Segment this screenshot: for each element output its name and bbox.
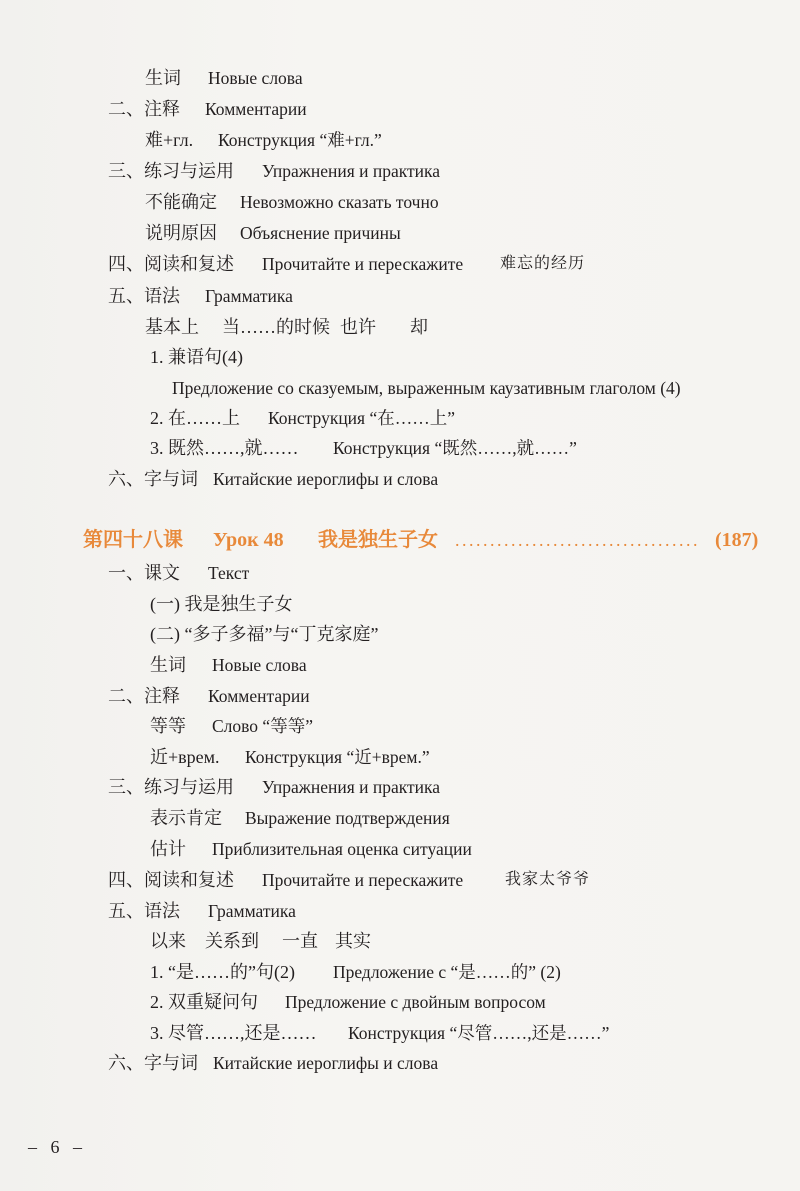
toc-line-practice-2 [0,218,800,248]
toc-line-comment-2 [0,742,800,772]
toc-ru: Невозможно сказать точно [240,192,439,212]
toc-cn: 2. 双重疑问句 [150,992,258,1012]
lesson-page-ref: (187) [715,529,759,551]
page-number: – 6 – [28,1137,82,1157]
toc-line-grammar-3 [0,433,800,463]
toc-line-comment-1 [0,711,800,741]
toc-ru: Предложение с двойным вопросом [285,992,546,1012]
toc-cn: 估计 [150,839,186,859]
toc-section-cn: 六、字与词 [108,1053,198,1073]
toc-cn: 3. 尽管……,还是…… [150,1023,317,1043]
toc-line-practice [0,156,800,186]
toc-line-grammar-2 [0,403,800,433]
toc-section-ru: Комментарии [205,99,307,119]
toc-cn: 说明原因 [145,223,217,243]
toc-ru: Новые слова [212,655,307,675]
grammar-word: 却 [410,317,428,337]
toc-ru: Предложение со сказуемым, выраженным каузативным глаголом (4) [172,378,681,398]
toc-ru: Конструкция “既然……,就……” [333,438,577,458]
toc-line-grammar-3 [0,1018,800,1048]
grammar-word: 一直 [282,931,318,951]
toc-section-ru: Прочитайте и перескажите [262,254,464,274]
toc-line-reading [0,249,800,279]
toc-line-comments [0,94,800,124]
toc-line-reading [0,865,800,895]
grammar-word: 以来 [150,931,186,951]
grammar-word: 基本上 [145,317,199,337]
toc-line-chars [0,464,800,494]
toc-cn: 近+врем. [150,747,220,767]
toc-line-grammar-1 [0,957,800,987]
toc-section-ru: Китайские иероглифы и слова [213,1053,439,1073]
toc-ru: Предложение с “是……的” (2) [333,962,561,982]
toc-cn: 生词 [150,655,186,675]
toc-section-cn: 二、注释 [108,686,180,706]
toc-line-practice-2 [0,834,800,864]
toc-line-grammar-words [0,926,800,956]
toc-cn: 等等 [150,716,186,736]
toc-line-vocab [0,650,800,680]
toc-ru: Объяснение причины [240,223,401,243]
toc-line-text [0,558,800,588]
toc-line-grammar [0,896,800,926]
toc-section-cn: 一、课文 [108,563,180,583]
toc-cn: 生词 [145,68,181,88]
toc-section-ru: Упражнения и практика [262,777,441,797]
toc-line-grammar [0,281,800,311]
toc-line-text-1 [0,589,800,619]
lesson-title: 我是独生子女 [318,529,438,551]
toc-cn: 3. 既然……,就…… [150,438,299,458]
toc-line-grammar-words [0,312,800,342]
toc-section-cn: 五、语法 [108,901,180,921]
toc-section-cn: 二、注释 [108,99,180,119]
toc-section-ru: Китайские иероглифы и слова [213,469,439,489]
toc-ru: Конструкция “尽管……,还是……” [348,1023,610,1043]
toc-line-practice [0,772,800,802]
toc-ru: Выражение подтверждения [245,808,450,828]
grammar-word: 关系到 [205,931,259,951]
toc-ru: Конструкция “在……上” [268,408,456,428]
toc-line-grammar-1-ru [0,373,800,403]
toc-section-cn: 四、阅读和复述 [108,254,234,274]
toc-ru: Приблизительная оценка ситуации [212,839,472,859]
toc-cn: 不能确定 [145,192,217,212]
toc-cn: 1. 兼语句(4) [150,347,243,367]
toc-cn: (二) “多子多福”与“丁克家庭” [150,624,379,644]
toc-section-cn: 五、语法 [108,286,180,306]
toc-section-ru: Упражнения и практика [262,161,441,181]
toc-ru: Конструкция “近+врем.” [245,747,430,767]
toc-line-text-2 [0,619,800,649]
toc-line-grammar-2 [0,987,800,1017]
dot-leader: ................................... [455,530,700,550]
toc-section-ru: Грамматика [205,286,293,306]
toc-section-ru: Прочитайте и перескажите [262,870,464,890]
toc-line-practice-1 [0,803,800,833]
toc-section-cn: 三、练习与运用 [108,161,234,181]
toc-cn: 表示肯定 [150,808,222,828]
lesson-number-cn: 第四十八课 [83,529,183,551]
lesson-number-ru: Урок 48 [213,529,284,551]
toc-ru: Конструкция “难+гл.” [218,130,382,150]
toc-section-cn: 四、阅读和复述 [108,870,234,890]
toc-section-cn: 六、字与词 [108,469,198,489]
grammar-word: 当……的时候 [222,317,330,337]
toc-cn: 1. “是……的”句(2) [150,962,295,982]
toc-cn: 2. 在……上 [150,408,240,428]
toc-line-grammar-1 [0,342,800,372]
toc-line-chars [0,1048,800,1078]
toc-line-comment-1 [0,125,800,155]
toc-section-ru: Комментарии [208,686,310,706]
toc-section-ru: Грамматика [208,901,296,921]
toc-ru: Новые слова [208,68,303,88]
toc-ru: Слово “等等” [212,716,313,736]
reading-text-title: 我家太爷爷 [505,871,591,888]
lesson-heading [0,525,800,555]
toc-section-cn: 三、练习与运用 [108,777,234,797]
toc-line-vocab [0,63,800,93]
grammar-word: 也许 [340,317,376,337]
toc-line-practice-1 [0,187,800,217]
grammar-word: 其实 [335,931,371,951]
toc-cn: 难+гл. [145,130,194,150]
toc-section-ru: Текст [208,563,250,583]
toc-line-comments [0,681,800,711]
reading-text-title: 难忘的经历 [500,255,586,272]
toc-cn: (一) 我是独生子女 [150,594,293,614]
